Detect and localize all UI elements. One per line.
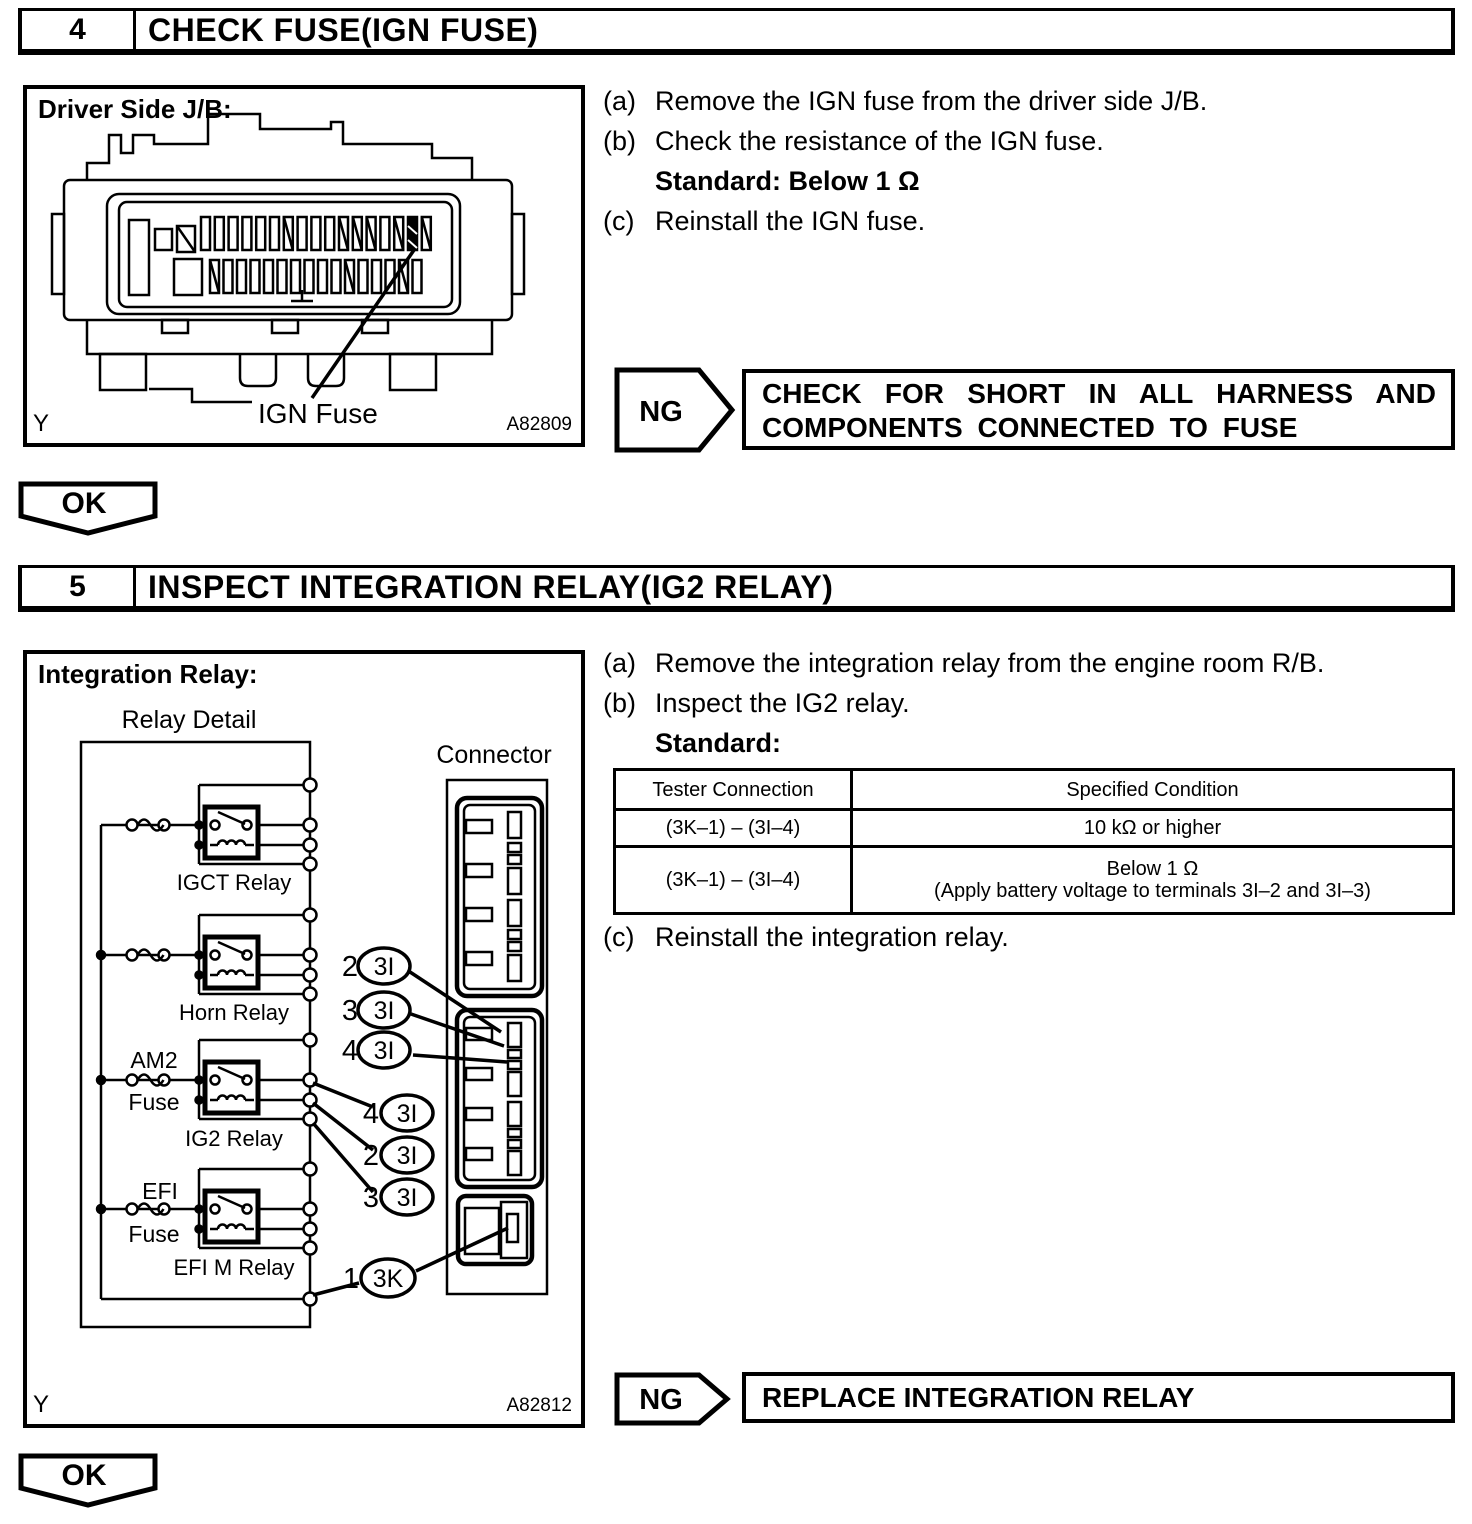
pin-number: 4 [341, 1035, 358, 1067]
ig2-relay-label: IG2 Relay [185, 1126, 283, 1151]
figure-integration-relay [23, 650, 585, 1428]
pin-number: 1 [342, 1263, 359, 1295]
step4-instruction-c [603, 206, 925, 237]
item-text: Check the resistance of the IGN fuse. [655, 126, 1104, 156]
figure1-code: A82809 [506, 414, 572, 435]
condition-line1: Below 1 Ω [1106, 858, 1199, 880]
ng-action-line1: CHECK FOR SHORT IN ALL HARNESS AND [762, 378, 1436, 409]
item-text: Reinstall the IGN fuse. [655, 206, 926, 236]
ign-fuse-callout: IGN Fuse [258, 398, 378, 429]
item-label: (a) [603, 648, 636, 678]
cell-connection: (3K–1) – (3I–4) [615, 847, 852, 914]
pin-number: 2 [341, 951, 358, 983]
ng-action-box-2 [742, 1372, 1455, 1423]
ok-banner-1 [18, 481, 160, 539]
item-text: Remove the integration relay from the engine room R/B. [655, 648, 1325, 678]
pin-oval-text: 3I [373, 997, 395, 1025]
step5-header [18, 565, 1455, 612]
am2-fuse-label: Fuse [128, 1089, 180, 1115]
horn-relay-label: Horn Relay [178, 1000, 290, 1025]
horn-relay-symbol [101, 909, 317, 1001]
step5-title: INSPECT INTEGRATION RELAY(IG2 RELAY) [148, 568, 834, 605]
condition-line2: (Apply battery voltage to terminals 3I–2 and 3I–3) [934, 880, 1371, 902]
step4-instruction-a [603, 86, 1207, 117]
junction-block-diagram [27, 89, 581, 443]
pin-oval-text: 3K [372, 1265, 404, 1293]
ok-banner-2 [18, 1453, 160, 1511]
step5-instruction-a [603, 648, 1324, 679]
col-header-tester-connection: Tester Connection [615, 770, 852, 810]
item-label: (b) [603, 688, 636, 718]
figure2-caption: Integration Relay: [38, 659, 258, 689]
figure-driver-side-jb [23, 85, 585, 447]
cell-connection: (3K–1) – (3I–4) [615, 810, 852, 847]
ok-label: OK [61, 487, 107, 520]
step5-instruction-c [603, 922, 1009, 953]
relay-detail-label: Relay Detail [121, 706, 257, 734]
figure1-caption: Driver Side J/B: [38, 94, 232, 124]
step5-number: 5 [22, 568, 136, 606]
figure2-code: A82812 [506, 1395, 572, 1416]
cell-condition [852, 847, 1454, 914]
connector-label: Connector [436, 741, 552, 769]
pin-number: 3 [341, 995, 358, 1027]
ng-label: NG [639, 396, 683, 428]
specified-condition-table [613, 768, 1455, 915]
step4-instruction-b [603, 126, 1104, 157]
pin-number: 3 [362, 1182, 379, 1214]
igct-relay-symbol [101, 779, 317, 871]
ng-action-line2: COMPONENTS CONNECTED TO FUSE [762, 412, 1298, 443]
table-row [615, 847, 1454, 914]
efi-label: EFI [142, 1178, 178, 1204]
item-label: (c) [603, 206, 635, 236]
pin-oval-text: 3I [396, 1142, 418, 1170]
pin-number: 2 [362, 1140, 379, 1172]
step4-title: CHECK FUSE(IGN FUSE) [148, 11, 539, 48]
efi-m-relay-label: EFI M Relay [173, 1255, 295, 1280]
ok-label: OK [61, 1459, 107, 1492]
ng-label: NG [639, 1384, 683, 1416]
pin-oval-text: 3I [396, 1184, 418, 1212]
table-row [615, 810, 1454, 847]
item-text: Remove the IGN fuse from the driver side J/B. [655, 86, 1208, 116]
item-label: (b) [603, 126, 636, 156]
pin-oval-text: 3I [396, 1100, 418, 1128]
step4-number: 4 [22, 11, 136, 49]
pin-oval-text: 3I [373, 953, 395, 981]
efi-fuse-label: Fuse [128, 1221, 180, 1247]
item-text: Inspect the IG2 relay. [655, 688, 910, 718]
integration-relay-diagram [27, 654, 581, 1424]
step5-standard: Standard: [655, 728, 782, 758]
table-header-row [615, 770, 1454, 810]
item-label: (c) [603, 922, 635, 952]
ng-action-text: REPLACE INTEGRATION RELAY [762, 1382, 1195, 1413]
step4-header [18, 8, 1455, 55]
pin-oval-text: 3I [373, 1037, 395, 1065]
igct-relay-label: IGCT Relay [176, 870, 292, 895]
col-header-specified-condition: Specified Condition [852, 770, 1454, 810]
figure2-corner-y: Y [33, 1391, 50, 1418]
figure1-corner-y: Y [33, 410, 50, 437]
step5-instruction-b [603, 688, 910, 719]
item-label: (a) [603, 86, 636, 116]
ng-arrow-2 [613, 1371, 737, 1427]
cell-condition: 10 kΩ or higher [852, 810, 1454, 847]
pin-number: 4 [362, 1098, 379, 1130]
item-text: Reinstall the integration relay. [655, 922, 1009, 952]
ng-action-box-1 [742, 369, 1455, 450]
am2-label: AM2 [130, 1047, 178, 1073]
step4-standard: Standard: Below 1 Ω [655, 166, 920, 196]
ng-arrow-1 [613, 366, 737, 454]
